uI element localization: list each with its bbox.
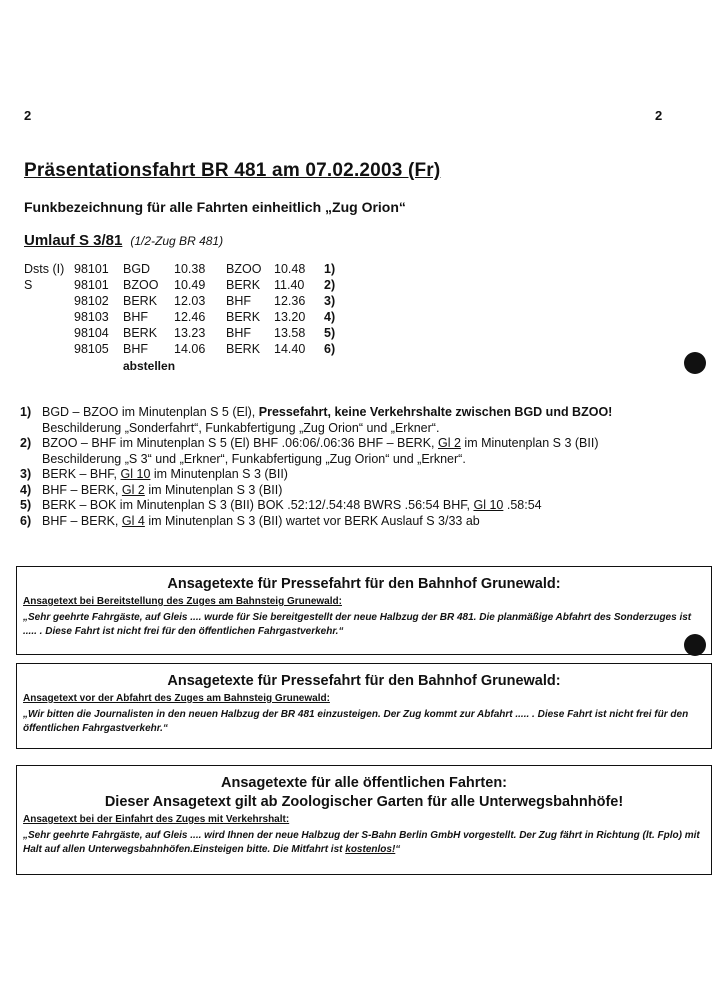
announcement-box-grunewald-provision — [16, 566, 712, 655]
schedule-train: 98104 — [74, 326, 109, 340]
box-text-main: „Sehr geehrte Fahrgäste, auf Gleis .... wird Ihnen der neue Halbzug der S-Bahn Berlin GmbH vorgestellt. Der Zug fährt in Richtung (lt. Fplo) mit Halt auf allen Unterwegsbahnhöfen.Einsteigen bitte. Die Mitfahrt ist — [23, 830, 700, 855]
schedule-train: 98103 — [74, 310, 109, 324]
note-number: 4) — [20, 482, 32, 497]
note-text: BHF – BERK, — [42, 482, 119, 497]
note-text: BZOO – BHF im Minutenplan S 5 (El) BHF .06:06/.06:36 BHF – BERK, — [42, 436, 435, 450]
schedule-to: BERK — [226, 310, 261, 324]
schedule-dst: Dsts (I) — [24, 262, 65, 276]
box-text — [23, 829, 705, 857]
schedule-to: BHF — [226, 294, 251, 308]
schedule-to: BERK — [226, 342, 261, 356]
page-number-right: 2 — [655, 108, 663, 123]
note-signage: Beschilderung „S 3“ und „Erkner“, Funkabfertigung „Zug Orion“ und „Erkner“. — [42, 451, 466, 466]
note-number: 5) — [20, 498, 32, 512]
schedule-arr: 13.20 — [274, 310, 306, 324]
schedule-dep: 12.03 — [174, 294, 206, 308]
note-text-end: im Minutenplan S 3 (BII) — [148, 482, 283, 497]
announcement-box-grunewald-departure — [16, 663, 712, 749]
box-text: „Wir bitten die Journalisten in den neuen Halbzug der BR 481 einzusteigen. Der Zug kommt zur Abfahrt ..... . Diese Fahrt ist nicht frei für den öffentlichen Fahrgastverkehr.“ — [23, 709, 689, 734]
schedule-note-ref: 4) — [324, 310, 336, 324]
schedule-from: BGD — [123, 262, 151, 276]
schedule-train: 98101 — [74, 262, 109, 276]
box-heading-secondary: Dieser Ansagetext gilt ab Zoologischer Garten für alle Unterwegsbahnhöfe! — [104, 794, 624, 810]
schedule-train: 98105 — [74, 342, 109, 356]
box-subheading: Ansagetext bei der Einfahrt des Zuges mit Verkehrshalt: — [23, 814, 290, 825]
schedule-dep: 14.06 — [174, 342, 206, 356]
schedule-arr: 11.40 — [274, 278, 305, 292]
schedule-arr: 13.58 — [274, 326, 306, 340]
box-subheading: Ansagetext bei Bereitstellung des Zuges am Bahnsteig Grunewald: — [23, 596, 342, 607]
note-text: BERK – BOK im Minutenplan S 3 (BII) BOK .52:12/.54:48 BWRS .56:54 BHF, — [42, 498, 470, 512]
schedule-to: BERK — [226, 278, 261, 292]
announcement-box-public-trips — [16, 765, 712, 875]
box-text-free: kostenlos! — [345, 844, 396, 855]
note-text-end: im Minutenplan S 3 (BII) wartet vor BERK Auslauf S 3/33 ab — [148, 513, 480, 528]
note-text: BHF – BERK, — [42, 513, 119, 528]
abstellen-label: abstellen — [123, 359, 176, 373]
punch-hole-icon — [684, 352, 706, 374]
note-track: Gl 10 — [473, 498, 504, 512]
note-number: 6) — [20, 513, 32, 528]
schedule-arr: 14.40 — [274, 342, 306, 356]
schedule-from: BHF — [123, 342, 148, 356]
note-2 — [20, 436, 710, 467]
schedule-from: BERK — [123, 294, 158, 308]
note-number: 3) — [20, 467, 32, 481]
note-number: 2) — [20, 436, 32, 450]
schedule-arr: 10.48 — [274, 262, 306, 276]
note-track: Gl 2 — [121, 482, 145, 497]
note-text: BGD – BZOO im Minutenplan S 5 (El), — [42, 405, 256, 419]
schedule-to: BHF — [226, 326, 251, 340]
schedule-train: 98102 — [74, 294, 109, 308]
schedule-from: BERK — [123, 326, 158, 340]
box-heading: Ansagetexte für alle öffentlichen Fahrten: — [220, 775, 508, 791]
document-subtitle: Funkbezeichnung für alle Fahrten einheitlich „Zug Orion“ — [24, 199, 406, 215]
schedule-note-ref: 6) — [324, 342, 336, 356]
umlauf-note: (1/2-Zug BR 481) — [130, 234, 224, 248]
schedule-note-ref: 3) — [324, 294, 336, 308]
umlauf-heading — [24, 232, 223, 249]
box-subheading: Ansagetext vor der Abfahrt des Zuges am Bahnsteig Grunewald: — [23, 693, 330, 704]
note-6 — [20, 514, 710, 530]
note-text-end: im Minutenplan S 3 (BII) — [153, 467, 288, 481]
schedule-dep: 10.49 — [174, 278, 206, 292]
document-title: Präsentationsfahrt BR 481 am 07.02.2003 (Fr) — [24, 160, 441, 181]
page-number-left: 2 — [24, 108, 32, 123]
umlauf-label: Umlauf S 3/81 — [24, 232, 123, 249]
note-1 — [20, 405, 710, 436]
schedule-arr: 12.36 — [274, 294, 306, 308]
box-text: „Sehr geehrte Fahrgäste, auf Gleis .... wurde für Sie bereitgestellt der neue Halbzug der BR 481. Die planmäßige Abfahrt des Sonderzuges ist ..... . Diese Fahrt ist nicht frei für den öffentlichen Fahrgastverkehr.“ — [23, 612, 692, 637]
note-3 — [20, 467, 710, 483]
note-4 — [20, 483, 710, 499]
note-track: Gl 4 — [121, 513, 145, 528]
note-text: BERK – BHF, — [42, 467, 118, 481]
note-warning: Pressefahrt, keine Verkehrshalte zwischen BGD und BZOO! — [258, 405, 613, 419]
schedule-note-ref: 1) — [324, 262, 336, 276]
note-track: Gl 2 — [438, 436, 461, 450]
punch-hole-icon — [684, 634, 706, 656]
note-number: 1) — [20, 405, 32, 419]
schedule-dep: 13.23 — [174, 326, 206, 340]
schedule-from: BZOO — [123, 278, 159, 292]
schedule-dep: 12.46 — [174, 310, 206, 324]
schedule-note-ref: 5) — [324, 326, 336, 340]
notes-list — [20, 405, 710, 529]
schedule-train: 98101 — [74, 278, 109, 292]
note-track: Gl 10 — [120, 467, 151, 481]
note-signage: Beschilderung „Sonderfahrt“, Funkabfertigung „Zug Orion“ und „Erkner“. — [42, 420, 440, 435]
box-heading: Ansagetexte für Pressefahrt für den Bahnhof Grunewald: — [167, 576, 561, 592]
schedule-from: BHF — [123, 310, 148, 324]
box-text-end: “ — [395, 844, 401, 855]
schedule-dep: 10.38 — [174, 262, 206, 276]
note-text-end: im Minutenplan S 3 (BII) — [464, 436, 599, 450]
schedule-note-ref: 2) — [324, 278, 336, 292]
schedule-to: BZOO — [226, 262, 262, 276]
note-5 — [20, 498, 710, 514]
box-heading: Ansagetexte für Pressefahrt für den Bahnhof Grunewald: — [167, 673, 561, 689]
note-text-end: .58:54 — [506, 498, 542, 512]
schedule-dst: S — [24, 278, 33, 292]
